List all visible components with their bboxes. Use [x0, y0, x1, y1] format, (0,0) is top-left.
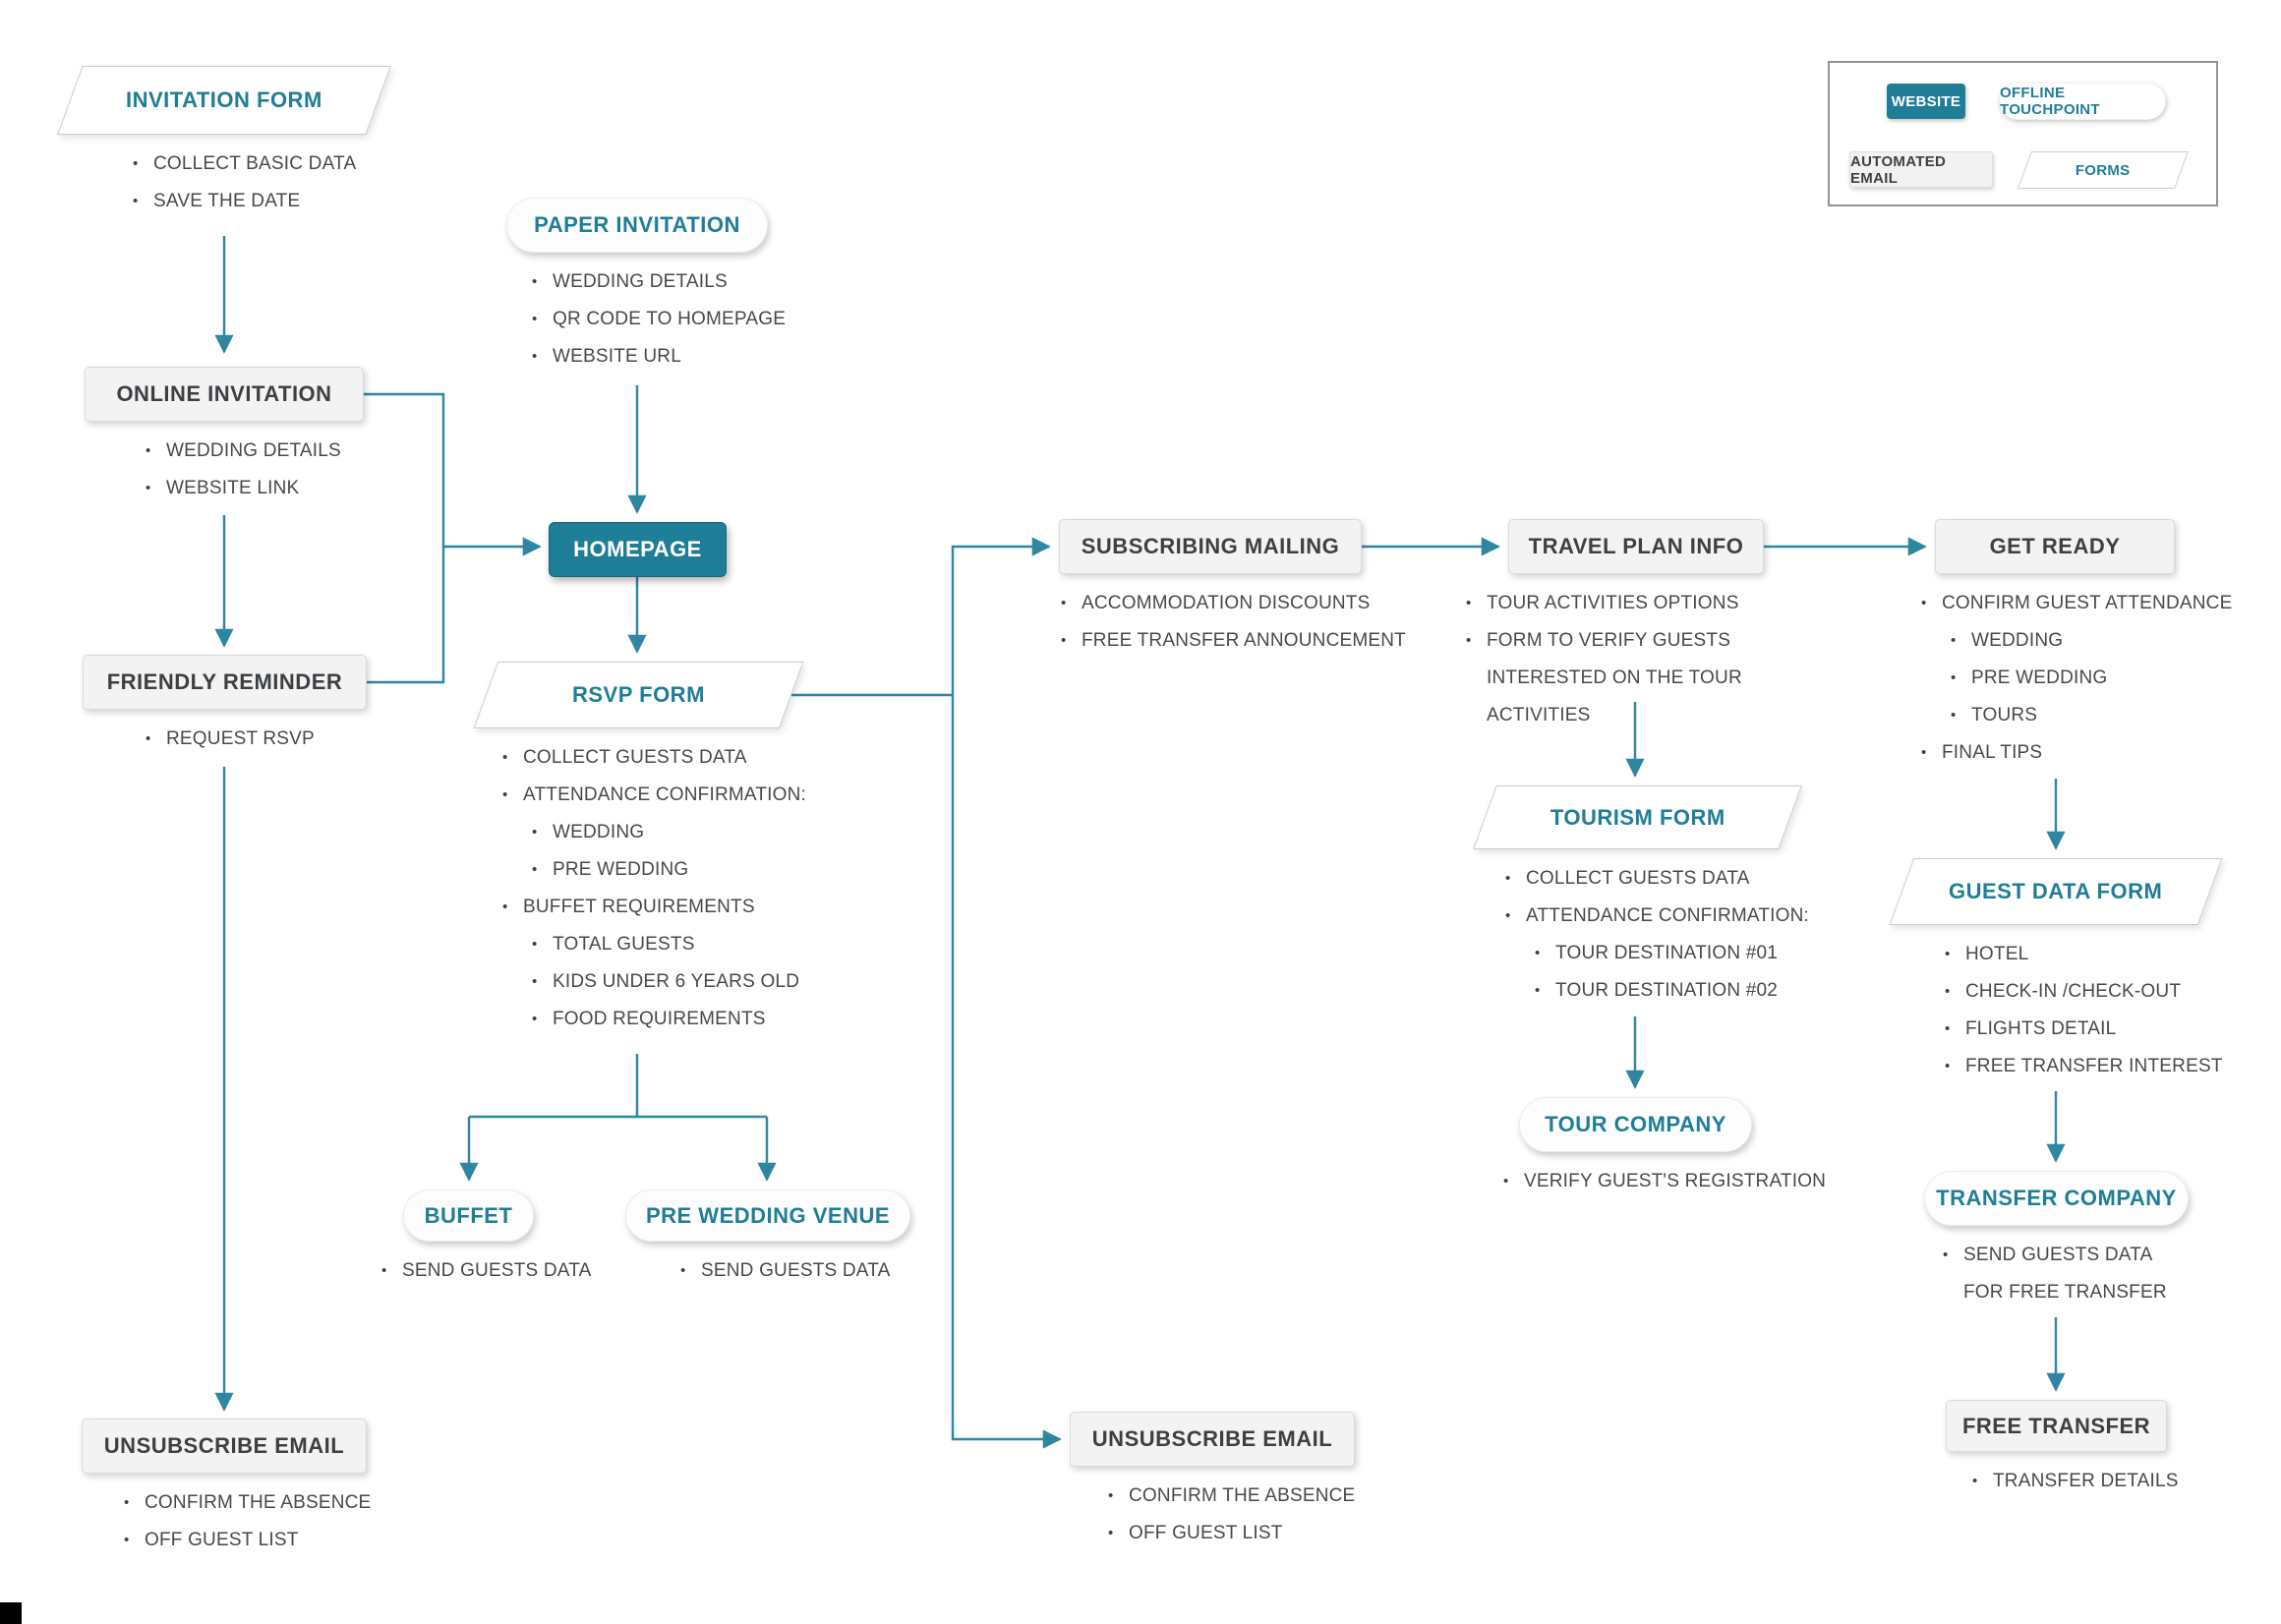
- bullet-item: • REQUEST RSVP: [141, 721, 367, 758]
- unsubscribe-email-right-shape: [1070, 1412, 1355, 1467]
- transfer-company-shape: [1924, 1171, 2189, 1226]
- bullet-item: • FREE TRANSFER ANNOUNCEMENT: [1056, 622, 1406, 660]
- legend-automated-email: [1849, 151, 1993, 188]
- guest-data-form-shape: [1890, 858, 2223, 925]
- bullet-item: • COLLECT GUESTS DATA: [1500, 860, 1809, 898]
- bullet-item: • TOURS: [1946, 697, 2232, 734]
- bullet-item: • FINAL TIPS: [1916, 734, 2232, 772]
- legend-website: [1887, 84, 1965, 119]
- legend-automated-email-label: AUTOMATED EMAIL: [1850, 152, 1947, 187]
- bullet-item: • TRANSFER DETAILS: [1967, 1463, 2179, 1500]
- travel-plan-info-shape: [1508, 519, 1764, 574]
- bullet-item: • TOUR DESTINATION #02: [1530, 972, 1809, 1010]
- bullet-item: • CONFIRM GUEST ATTENDANCE: [1916, 585, 2232, 622]
- get-ready-label: GET READY: [1989, 534, 2121, 558]
- bullet-item: • SAVE THE DATE: [128, 183, 379, 220]
- bullet-item: • OFF GUEST LIST: [1103, 1515, 1355, 1552]
- bullet-list: [1500, 860, 1809, 1010]
- legend-website-label: WEBSITE: [1891, 92, 1961, 110]
- node-free-transfer: [1946, 1400, 2179, 1500]
- connector-to-unsubscribe-right: [953, 695, 1060, 1439]
- pre-wedding-venue-shape: [625, 1189, 910, 1242]
- tourism-form-shape: [1473, 785, 1802, 849]
- node-transfer-company: [1924, 1171, 2195, 1311]
- bullet-list: [1498, 1163, 1826, 1200]
- online-invitation-shape: [85, 367, 364, 422]
- node-tour-company: [1519, 1097, 1826, 1200]
- bullet-item: • CONFIRM THE ABSENCE: [1103, 1478, 1355, 1515]
- bullet-list: [1938, 1237, 2195, 1311]
- node-pre-wedding-venue: [625, 1189, 910, 1290]
- node-friendly-reminder: [83, 655, 367, 758]
- bullet-item: • FLIGHTS DETAIL: [1940, 1011, 2223, 1048]
- bullet-list: [527, 263, 786, 376]
- bullet-item: • ATTENDANCE CONFIRMATION:: [497, 777, 806, 814]
- bullet-item: • WEDDING: [1946, 622, 2232, 660]
- bullet-list: [128, 145, 379, 220]
- bullet-item: • VERIFY GUEST'S REGISTRATION: [1498, 1163, 1826, 1200]
- bullet-item: • WEBSITE URL: [527, 338, 786, 376]
- bullet-item: • WEDDING DETAILS: [141, 433, 364, 470]
- node-homepage: [549, 522, 727, 577]
- bullet-item: • ATTENDANCE CONFIRMATION:: [1500, 898, 1809, 935]
- connector-bracket: [364, 394, 443, 682]
- bullet-list: [1967, 1463, 2179, 1500]
- unsubscribe-email-left-shape: [82, 1419, 367, 1474]
- guest-data-form-label: GUEST DATA FORM: [1949, 879, 2163, 903]
- friendly-reminder-label: FRIENDLY REMINDER: [106, 669, 343, 694]
- pre-wedding-venue-label: PRE WEDDING VENUE: [645, 1202, 891, 1228]
- bullet-item: • PRE WEDDING: [527, 851, 806, 889]
- bullet-item: • COLLECT GUESTS DATA: [497, 739, 806, 777]
- bullet-item: • CHECK-IN /CHECK-OUT: [1940, 973, 2223, 1011]
- node-tourism-form: [1485, 785, 1809, 1010]
- homepage-shape: [549, 522, 727, 577]
- invitation-form-label: INVITATION FORM: [126, 87, 322, 112]
- paper-invitation-label: PAPER INVITATION: [534, 212, 740, 237]
- node-unsubscribe-email-left: [82, 1419, 371, 1559]
- bullet-item: • TOUR DESTINATION #01: [1530, 935, 1809, 972]
- bullet-item: • FORM TO VERIFY GUESTS INTERESTED ON THE TOUR ACTIVITIES: [1461, 622, 1846, 734]
- node-guest-data-form: [1901, 858, 2223, 1085]
- node-unsubscribe-email-right: [1070, 1412, 1355, 1552]
- bullet-item: • WEBSITE LINK: [141, 470, 364, 507]
- bullet-item: • FOOD REQUIREMENTS: [527, 1001, 806, 1038]
- unsubscribe-email-right-label: UNSUBSCRIBE EMAIL: [1091, 1426, 1333, 1451]
- bullet-item: • TOTAL GUESTS: [527, 926, 806, 963]
- bullet-item: • TOUR ACTIVITIES OPTIONS: [1461, 585, 1846, 622]
- artifact-mark: [0, 1602, 22, 1624]
- connector-rsvp-branch-stem: [469, 1054, 767, 1117]
- bullet-item: • HOTEL: [1940, 936, 2223, 973]
- bullet-list: [1940, 936, 2223, 1085]
- node-paper-invitation: [506, 198, 786, 376]
- bullet-list: [1103, 1478, 1355, 1552]
- node-subscribing-mailing: [1059, 519, 1406, 660]
- homepage-label: HOMEPAGE: [573, 537, 702, 561]
- get-ready-shape: [1935, 519, 2175, 574]
- node-get-ready: [1935, 519, 2232, 772]
- connector-to-subscribing: [953, 547, 1049, 695]
- bullet-item: • BUFFET REQUIREMENTS: [497, 889, 806, 926]
- bullet-item: • COLLECT BASIC DATA: [128, 145, 379, 183]
- online-invitation-label: ONLINE INVITATION: [116, 381, 332, 406]
- free-transfer-shape: [1946, 1400, 2167, 1452]
- tour-company-label: TOUR COMPANY: [1545, 1112, 1726, 1136]
- legend-forms: [2018, 151, 2189, 189]
- buffet-shape: [403, 1189, 534, 1242]
- rsvp-form-label: RSVP FORM: [572, 682, 705, 707]
- bullet-list: [497, 739, 806, 1038]
- bullet-item: • KIDS UNDER 6 YEARS OLD: [527, 963, 806, 1001]
- bullet-list: [1056, 585, 1406, 660]
- bullet-item: • FREE TRANSFER INTEREST: [1940, 1048, 2223, 1085]
- transfer-company-label: TRANSFER COMPANY: [1936, 1186, 2177, 1210]
- bullet-item: • SEND GUESTS DATA: [675, 1252, 910, 1290]
- rsvp-form-shape: [474, 662, 804, 728]
- bullet-list: [675, 1252, 910, 1290]
- bullet-item: • ACCOMMODATION DISCOUNTS: [1056, 585, 1406, 622]
- bullet-list: [1916, 585, 2232, 772]
- bullet-item: • OFF GUEST LIST: [119, 1522, 371, 1559]
- legend: [1828, 61, 2218, 206]
- invitation-form-shape: [57, 66, 390, 135]
- bullet-item: • QR CODE TO HOMEPAGE: [527, 301, 786, 338]
- node-buffet: [403, 1189, 592, 1290]
- bullet-list: [141, 433, 364, 507]
- bullet-list: [1461, 585, 1846, 734]
- friendly-reminder-shape: [83, 655, 367, 710]
- bullet-list: [377, 1252, 592, 1290]
- bullet-list: [141, 721, 367, 758]
- node-travel-plan-info: [1487, 519, 1846, 734]
- node-invitation-form: [70, 66, 379, 220]
- unsubscribe-email-left-label: UNSUBSCRIBE EMAIL: [103, 1433, 345, 1458]
- bullet-item: • PRE WEDDING: [1946, 660, 2232, 697]
- node-online-invitation: [85, 367, 364, 507]
- legend-offline-touchpoint-label: OFFLINE TOUCHPOINT: [2000, 85, 2100, 118]
- legend-forms-label: FORMS: [2076, 161, 2131, 179]
- subscribing-mailing-shape: [1059, 519, 1362, 574]
- tour-company-shape: [1519, 1097, 1752, 1152]
- tourism-form-label: TOURISM FORM: [1550, 804, 1725, 830]
- bullet-list: [119, 1484, 371, 1559]
- bullet-item: • WEDDING DETAILS: [527, 263, 786, 301]
- bullet-item: • SEND GUESTS DATA FOR FREE TRANSFER: [1938, 1237, 2195, 1311]
- free-transfer-label: FREE TRANSFER: [1961, 1413, 2151, 1438]
- travel-plan-info-label: TRAVEL PLAN INFO: [1528, 534, 1744, 558]
- bullet-item: • CONFIRM THE ABSENCE: [119, 1484, 371, 1522]
- node-rsvp-form: [486, 662, 806, 1038]
- bullet-item: • SEND GUESTS DATA: [377, 1252, 592, 1290]
- bullet-item: • WEDDING: [527, 814, 806, 851]
- buffet-label: BUFFET: [424, 1202, 513, 1228]
- legend-offline-touchpoint: [1999, 83, 2166, 120]
- subscribing-mailing-label: SUBSCRIBING MAILING: [1081, 534, 1340, 558]
- paper-invitation-shape: [506, 198, 768, 253]
